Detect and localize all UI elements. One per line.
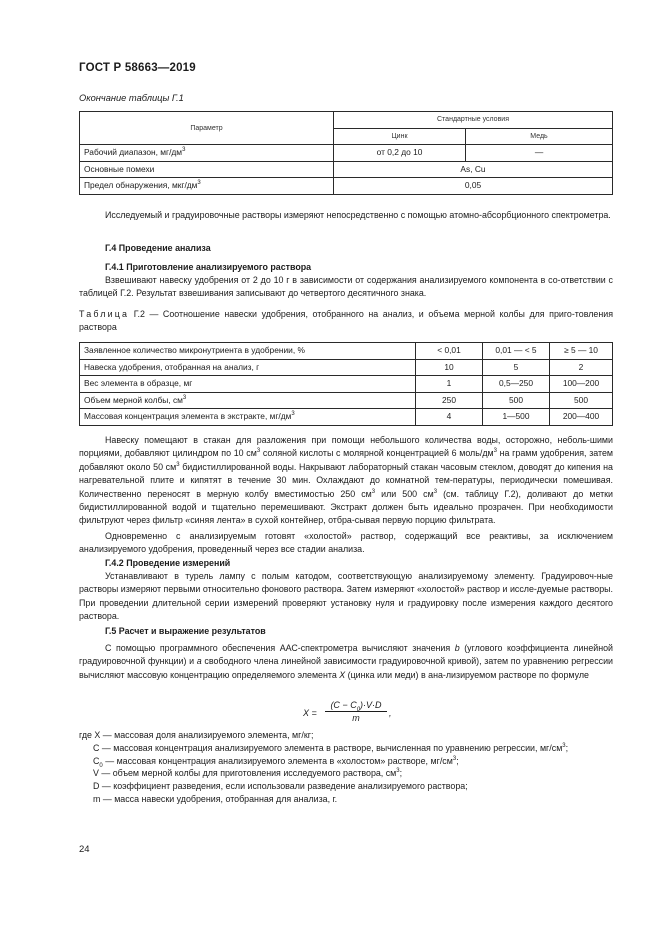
table-header-row — [80, 343, 613, 360]
cell-value: 0,05 — [334, 178, 613, 195]
legend-line: D — коэффициент разведения, если использовали разведение анализируемого раствора; — [93, 781, 468, 792]
table-row — [80, 392, 613, 409]
table-row — [80, 409, 613, 426]
formula-denominator: m — [352, 713, 360, 723]
table-g1-end — [79, 111, 613, 195]
cell: 200—400 — [550, 409, 613, 426]
standard-header: ГОСТ Р 58663—2019 — [79, 62, 196, 74]
heading-g4: Г.4 Проведение анализа — [105, 243, 211, 253]
cell-param: Основные помехи — [80, 161, 334, 178]
cell-copper: — — [466, 145, 613, 162]
cell: 100—200 — [550, 376, 613, 393]
header-cell: Заявленное количество микронутриента в удобрении, % — [80, 343, 416, 360]
formula-lhs: X = — [303, 708, 317, 718]
row-label: Массовая концентрация элемента в экстракте, $мг/дм^3$ — [80, 409, 416, 426]
formula-numerator: $(C - C_0)\cdot V\cdot D$ — [325, 700, 387, 712]
legend-line: m — масса навески удобрения, отобранная для анализа, г. — [93, 793, 338, 804]
cell: 5 — [483, 359, 550, 376]
formula-legend — [79, 729, 613, 806]
paragraph-g5: С помощью программного обеспечения ААС-спектрометра вычисляют значения b (углового коэффициента линейной градуировочной функции) и a свободного члена линейной зависимости градуировочной кривой), затем по уравнению регрессии вычисляют массовую концентрацию определяемого элемента X (цинка или меди) в ана-лизируемом растворе по формуле — [79, 643, 614, 680]
col-header-zinc: Цинк — [334, 128, 466, 145]
cell: 1 — [416, 376, 483, 393]
table-row — [80, 376, 613, 393]
col-header-copper: Медь — [466, 128, 613, 145]
cell: 500 — [550, 392, 613, 409]
page-number: 24 — [79, 844, 90, 855]
paragraph-g41-blank: Одновременно с анализируемым готовят «холостой» раствор, содержащий все реактивы, за исключением анализируемого удобрения, проведенный через все стадии анализа. — [79, 531, 613, 555]
formula-comma: , — [389, 708, 392, 718]
table1-caption: Окончание таблицы Г.1 — [79, 93, 184, 103]
paragraph-g41-procedure: Навеску помещают в стакан для разложения при помощи небольшого количества воды, осторожно, неболь-шими порциями, добавляют цилиндром по 10 $см^3$ соляной кислоты с молярной концентрацией 6 моль/$дм^3$ на грамм удобрения, затем добавляют около 50 $см^3$ бидистиллированной воды. Накрывают лабораторный стакан часовым стеклом, доводят до кипения на нагревательной плите и кипятят в течение 30 мин. Охлаждают до комнатной тем-пературы, периодически помешивая. Количественно переносят в мерную колбу вместимостью 250 $см^3$ или 500 $см^3$ (см. таблицу Г.2), доливают до метки бидистиллированной водой и тщательно перемешивают. Экстракт должен быть идеально прозрачен. При необходимости фильтруют через фильтр «синяя лента» в сухой контейнер, отбра-сывая первую порцию фильтрата. — [79, 435, 614, 526]
row-label: Навеска удобрения, отобранная на анализ, г — [80, 359, 416, 376]
paragraph-measurement-note: Исследуемый и градуировочные растворы измеряют непосредственно с помощью атомно-абсорбционного спектрометра. — [105, 210, 611, 220]
row-label: Вес элемента в образце, мг — [80, 376, 416, 393]
cell: 1—500 — [483, 409, 550, 426]
legend-line: V — объем мерной колбы для приготовления исследуемого раствора, $см^3$; — [93, 768, 403, 779]
header-cell: ≥ 5 — 10 — [550, 343, 613, 360]
cell-param: Предел обнаружения, мкг/$дм^3$ — [80, 178, 334, 195]
table2-caption: Таблица Г.2 — Соотношение навески удобрения, отобранного на анализ, и объема мерной колбы для приго-товления раствора — [79, 309, 613, 333]
formula-fraction — [325, 700, 387, 723]
cell: 4 — [416, 409, 483, 426]
cell-value: As, Cu — [334, 161, 613, 178]
cell: 2 — [550, 359, 613, 376]
cell: 500 — [483, 392, 550, 409]
paragraph-g42: Устанавливают в турель лампу с полым катодом, соответствующую анализируемому элементу. Градуировоч-ные растворы измеряют первыми относительно фонового раствора. Затем измеряют «холостой» раствор и иссле-дуемые растворы. При проведении длительной серии измерений проверяют установку нуля и градуировку после измерения каждого десятого раствора. — [79, 571, 613, 622]
cell-param: Рабочий диапазон, $мг/дм^3$ — [80, 145, 334, 162]
heading-g42: Г.4.2 Проведение измерений — [105, 558, 231, 568]
header-cell: 0,01 — < 5 — [483, 343, 550, 360]
cell: 10 — [416, 359, 483, 376]
cell: 0,5—250 — [483, 376, 550, 393]
legend-line: где X — массовая доля анализируемого элемента, мг/кг; — [79, 730, 314, 740]
table-g2 — [79, 342, 613, 426]
col-header-standard-conditions: Стандартные условия — [334, 112, 613, 129]
cell: 250 — [416, 392, 483, 409]
heading-g5: Г.5 Расчет и выражение результатов — [105, 626, 266, 636]
table-row — [80, 145, 613, 162]
heading-g41: Г.4.1 Приготовление анализируемого раствора — [105, 262, 312, 272]
table-row — [80, 178, 613, 195]
legend-line: C — массовая концентрация анализируемого элемента в растворе, вычисленная по уравнению регрессии, $мг/см^3$; — [93, 742, 569, 753]
table-row — [80, 161, 613, 178]
header-cell: < 0,01 — [416, 343, 483, 360]
cell-zinc: от 0,2 до 10 — [334, 145, 466, 162]
legend-line: $C_0$ — массовая концентрация анализируемого элемента в «холостом» растворе, $мг/см^3$; — [93, 755, 459, 769]
col-header-parameter: Параметр — [80, 112, 334, 145]
row-label: Объем мерной колбы, $см^3$ — [80, 392, 416, 409]
table-row — [80, 359, 613, 376]
paragraph-g41-weighing: Взвешивают навеску удобрения от 2 до 10 г в зависимости от содержания анализируемого компонента в со-ответствии с таблицей Г.2. Результат взвешивания записывают до четвертого десятичного знака. — [79, 275, 613, 299]
